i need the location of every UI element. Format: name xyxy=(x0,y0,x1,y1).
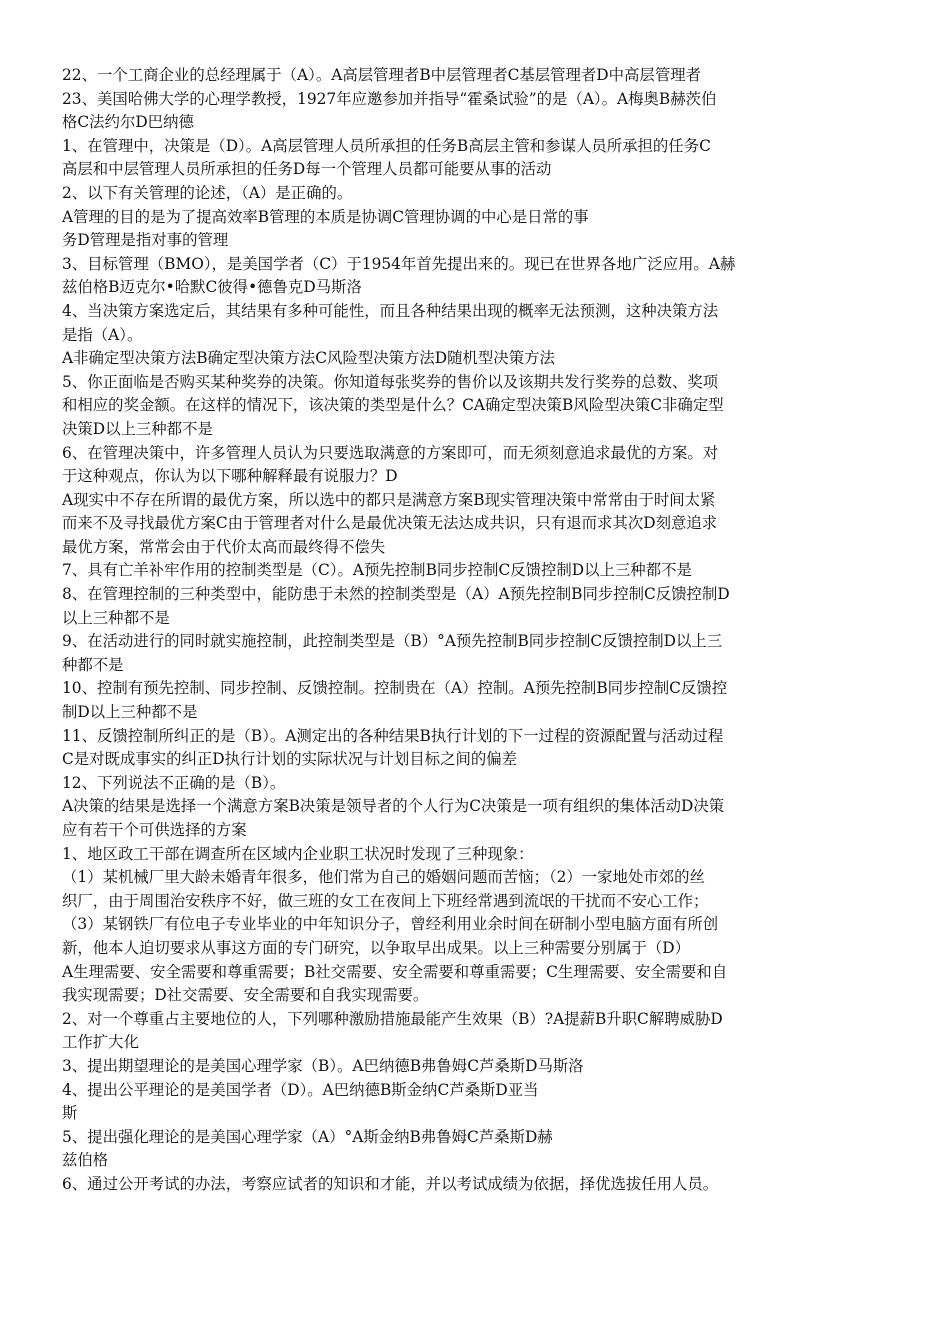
text-line: C是对既成事实的纠正D执行计划的实际状况与计划目标之间的偏差 xyxy=(62,750,518,769)
text-line: 5、你正面临是否购买某种奖券的决策。你知道每张奖券的售价以及该期共发行奖券的总数、奖项 xyxy=(62,372,719,391)
text-line: 织厂，由于周围治安秩序不好，做三班的女工在夜间上下班经常遇到流氓的干扰而不安心工作； xyxy=(62,891,709,910)
document-page xyxy=(62,64,898,1197)
text-line: 决策D以上三种都不是 xyxy=(62,419,213,438)
text-line: 5、提出强化理论的是美国心理学家（A）°A斯金纳B弗鲁姆C芦桑斯D赫 xyxy=(62,1127,553,1146)
text-line: 23、美国哈佛大学的心理学教授，1927年应邀参加并指导“霍桑试验”的是（A）。A梅奥B赫茨伯 xyxy=(62,89,717,108)
text-line: 3、提出期望理论的是美国心理学家（B）。A巴纳德B弗鲁姆C芦桑斯D马斯洛 xyxy=(62,1056,584,1075)
text-line: 8、在管理控制的三种类型中，能防患于未然的控制类型是（A）A预先控制B同步控制C反馈控制D xyxy=(62,585,730,604)
text-line: 于这种观点，你认为以下哪种解释最有说服力？D xyxy=(62,467,398,486)
text-line: 6、通过公开考试的办法，考察应试者的知识和才能，并以考试成绩为依据，择优选拔任用人员。 xyxy=(62,1174,719,1193)
text-line: 种都不是 xyxy=(62,655,124,674)
text-line: 是指（A）。 xyxy=(62,325,143,344)
text-line: 斯 xyxy=(62,1104,78,1123)
text-line: 11、反馈控制所纠正的是（B）。A测定出的各种结果B执行计划的下一过程的资源配置与活动过程 xyxy=(62,726,724,745)
text-line: 1、地区政工干部在调查所在区域内企业职工状况时发现了三种现象： xyxy=(62,844,534,863)
text-line: A管理的目的是为了提高效率B管理的本质是协调C管理协调的中心是日常的事 xyxy=(62,207,589,226)
text-line: 兹伯格B迈克尔•哈默C彼得•德鲁克D马斯洛 xyxy=(62,278,362,297)
text-line: 2、以下有关管理的论述，（A）是正确的。 xyxy=(62,183,353,202)
text-line: （3）某钢铁厂有位电子专业毕业的中年知识分子，曾经利用业余时间在研制小型电脑方面有所创 xyxy=(62,915,719,934)
text-line: 22、一个工商企业的总经理属于（A）。A高层管理者B中层管理者C基层管理者D中高层管理者 xyxy=(62,66,701,84)
text-line: 和相应的奖金额。在这样的情况下，该决策的类型是什么？CA确定型决策B风险型决策C非确定型 xyxy=(62,396,724,415)
text-line: 兹伯格 xyxy=(62,1151,109,1170)
text-line: 3、目标管理（BMO），是美国学者（C）于1954年首先提出来的。现已在世界各地广泛应用。A赫 xyxy=(62,254,736,273)
text-line: 4、提出公平理论的是美国学者（D）。A巴纳德B斯金纳C芦桑斯D亚当 xyxy=(62,1080,539,1099)
text-line: 而来不及寻找最优方案C由于管理者对什么是最优决策无法达成共识，只有退而求其次D刻意追求 xyxy=(62,514,718,533)
text-line: 高层和中层管理人员所承担的任务D每一个管理人员都可能要从事的活动 xyxy=(62,160,552,179)
text-line: 新，他本人迫切要求从事这方面的专门研究，以争取早出成果。以上三种需要分别属于（D） xyxy=(62,938,690,957)
text-line: A非确定型决策方法B确定型决策方法C风险型决策方法D随机型决策方法 xyxy=(62,349,555,368)
text-line: 9、在活动进行的同时就实施控制，此控制类型是（B）°A预先控制B同步控制C反馈控制D以上三 xyxy=(62,632,723,651)
text-line: 应有若干个可供选择的方案 xyxy=(62,821,247,839)
text-line: 7、具有亡羊补牢作用的控制类型是（C）。A预先控制B同步控制C反馈控制D以上三种都不是 xyxy=(62,561,692,580)
text-line: A现实中不存在所谓的最优方案，所以选中的都只是满意方案B现实管理决策中常常由于时间太紧 xyxy=(62,490,716,509)
text-line: 以上三种都不是 xyxy=(62,608,170,627)
text-line: 我实现需要；D社交需要、安全需要和自我实现需要。 xyxy=(62,986,429,1005)
text-line: 10、控制有预先控制、同步控制、反馈控制。控制贵在（A）控制。A预先控制B同步控制C反馈控 xyxy=(62,679,728,698)
text-line: 6、在管理决策中，许多管理人员认为只要选取满意的方案即可，而无须刻意追求最优的方案。对 xyxy=(62,443,719,462)
text-line: 1、在管理中，决策是（D）。A高层管理人员所承担的任务B高层主管和参谋人员所承担的任务C xyxy=(62,136,711,155)
text-line: A决策的结果是选择一个满意方案B决策是领导者的个人行为C决策是一项有组织的集体活动D决策 xyxy=(62,797,725,816)
text-line: （1）某机械厂里大龄未婚青年很多，他们常为自己的婚姻问题而苦恼；（2）一家地处市郊的丝 xyxy=(62,868,705,887)
text-line: 12、下列说法不正确的是（B）。 xyxy=(62,773,286,792)
text-line: 2、对一个尊重占主要地位的人，下列哪种激励措施最能产生效果（B）?A提薪B升职C解聘威胁D xyxy=(62,1009,723,1028)
text-line: 制D以上三种都不是 xyxy=(62,703,198,722)
text-line: 工作扩大化 xyxy=(62,1033,139,1052)
text-line: 最优方案，常常会由于代价太高而最终得不偿失 xyxy=(62,537,386,556)
text-line: A生理需要、安全需要和尊重需要；B社交需要、安全需要和尊重需要；C生理需要、安全需要和自 xyxy=(62,962,728,981)
text-line: 格C法约尔D巴纳德 xyxy=(62,113,194,132)
text-line: 务D管理是指对事的管理 xyxy=(62,231,229,250)
text-line: 4、当决策方案选定后，其结果有多种可能性，而且各种结果出现的概率无法预测，这种决策方法 xyxy=(62,301,719,320)
